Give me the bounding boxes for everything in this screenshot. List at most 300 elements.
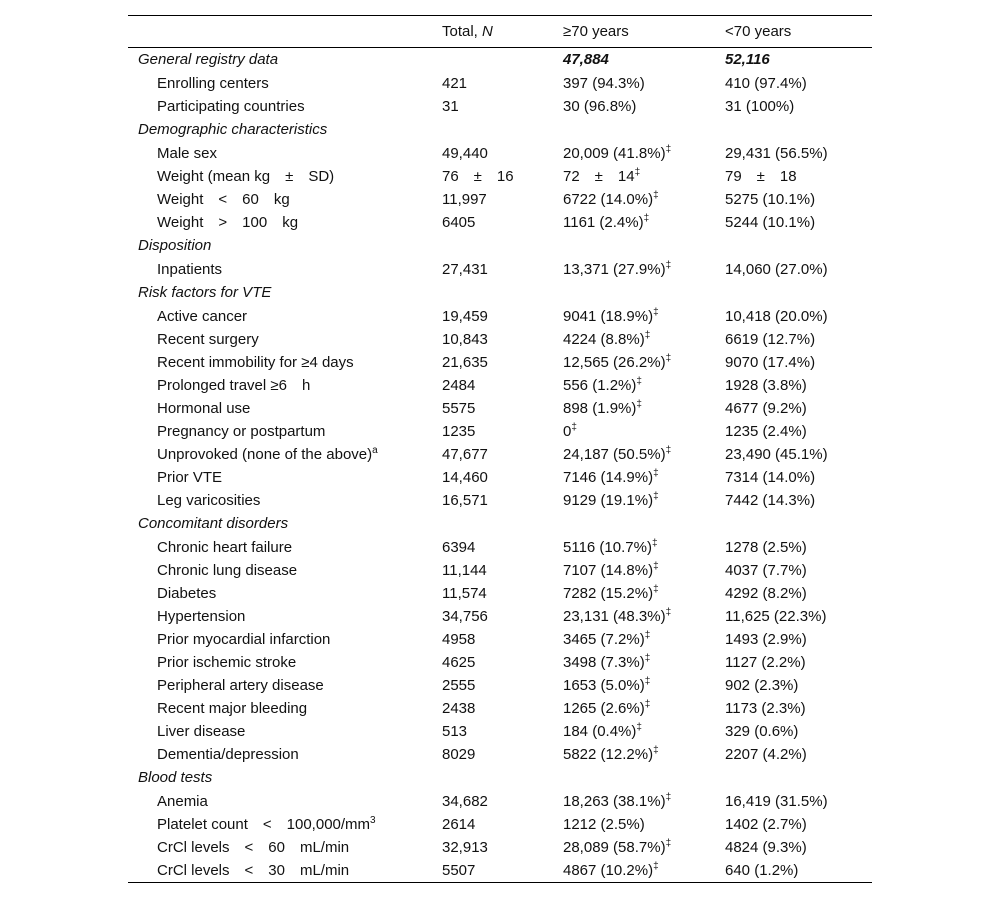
age-under-70-cell (723, 859, 872, 883)
row-label-text: Active cancer (157, 308, 248, 325)
total-cell-text: 2484 (442, 377, 476, 394)
table-row (128, 536, 872, 559)
age-70-plus-cell (562, 328, 723, 351)
row-label (128, 188, 434, 211)
table-row (128, 651, 872, 674)
row-label (128, 328, 434, 351)
total-cell-text: 5575 (442, 400, 476, 417)
table-row (128, 72, 872, 95)
age-under-70-cell-text: 1127 (2.2%) (725, 654, 806, 671)
total-cell-text: 10,843 (442, 331, 488, 348)
row-label-text: Hormonal use (157, 400, 251, 417)
total-cell-text: 1235 (442, 423, 476, 440)
age-under-70-cell (723, 674, 872, 697)
total-cell-text: 11,997 (442, 191, 487, 208)
age-under-70-cell-text: 10,418 (20.0%) (725, 308, 828, 325)
section-label-text: Demographic characteristics (138, 121, 328, 138)
row-label-text: Chronic lung disease (157, 562, 298, 579)
row-label (128, 95, 434, 118)
age-under-70-cell (723, 720, 872, 743)
age-under-70-cell-text: 4824 (9.3%) (725, 839, 807, 856)
row-label-text: Weight > 100 kg (157, 214, 299, 231)
age-under-70-cell (723, 790, 872, 813)
table-row (128, 605, 872, 628)
footnote-marker: ‡ (636, 399, 642, 410)
row-label (128, 374, 434, 397)
footnote-marker: ‡ (665, 838, 672, 849)
header-label-column (128, 16, 434, 48)
table-row (128, 790, 872, 813)
footnote-marker: ‡ (636, 722, 642, 733)
table-body (128, 48, 872, 883)
row-label-text: Pregnancy or postpartum (157, 423, 326, 440)
row-label-text: Inpatients (157, 261, 223, 278)
age-under-70-cell-text: 1278 (2.5%) (725, 539, 807, 556)
age-under-70-cell-text: 4677 (9.2%) (725, 400, 807, 417)
footnote-marker: ‡ (571, 422, 577, 433)
age-70-plus-cell (562, 559, 723, 582)
table-row (128, 720, 872, 743)
age-under-70-cell-text: 9070 (17.4%) (725, 354, 816, 371)
row-label-text: Prior ischemic stroke (157, 654, 297, 671)
footnote-marker: ‡ (643, 213, 650, 224)
footnote-marker: ‡ (665, 792, 672, 803)
total-cell-text: 11,144 (442, 562, 487, 579)
row-label (128, 582, 434, 605)
age-under-70-cell (723, 536, 872, 559)
total-cell (434, 766, 562, 790)
section-label-text: Risk factors for VTE (138, 284, 272, 301)
age-under-70-cell (723, 466, 872, 489)
age-under-70-cell-text: 1493 (2.9%) (725, 631, 807, 648)
age-70-plus-cell (562, 743, 723, 766)
table-row (128, 328, 872, 351)
age-70-plus-cell-text: 20,009 (41.8%) (563, 145, 666, 162)
age-under-70-cell-text: 29,431 (56.5%) (725, 145, 828, 162)
total-cell (434, 836, 562, 859)
total-cell (434, 95, 562, 118)
table-row (128, 489, 872, 512)
age-under-70-cell-text: 6619 (12.7%) (725, 331, 816, 348)
table-row (128, 466, 872, 489)
age-70-plus-cell (562, 720, 723, 743)
age-70-plus-cell-text: 556 (1.2%) (563, 377, 637, 394)
age-under-70-cell-text: 329 (0.6%) (725, 723, 799, 740)
row-label (128, 813, 434, 836)
row-label (128, 836, 434, 859)
age-70-plus-cell (562, 790, 723, 813)
total-cell-text: 34,682 (442, 793, 488, 810)
table-row (128, 628, 872, 651)
row-label (128, 351, 434, 374)
total-cell (434, 697, 562, 720)
total-cell-text: 6394 (442, 539, 476, 556)
table-row (128, 674, 872, 697)
total-cell (434, 559, 562, 582)
row-label-text: Participating countries (157, 98, 305, 115)
row-label-text: Recent major bleeding (157, 700, 308, 717)
total-cell-text: 14,460 (442, 469, 488, 486)
age-under-70-cell (723, 142, 872, 165)
age-under-70-cell (723, 443, 872, 466)
age-70-plus-cell-text: 4867 (10.2%) (563, 862, 654, 879)
table-row (128, 743, 872, 766)
total-cell-text: 4958 (442, 631, 476, 648)
total-cell (434, 628, 562, 651)
age-70-plus-cell (562, 374, 723, 397)
row-label-text: Recent surgery (157, 331, 259, 348)
table-row (128, 697, 872, 720)
total-cell (434, 142, 562, 165)
total-cell (434, 489, 562, 512)
age-under-70-cell-text: 2207 (4.2%) (725, 746, 807, 763)
age-under-70-cell-text: 23,490 (45.1%) (725, 446, 828, 463)
row-label (128, 628, 434, 651)
row-label-text: Weight < 60 kg (157, 191, 290, 208)
age-70-plus-cell-text: 1653 (5.0%) (563, 677, 645, 694)
row-label (128, 165, 434, 188)
total-cell (434, 118, 562, 142)
age-under-70-cell (723, 118, 872, 142)
row-label (128, 305, 434, 328)
row-label-text: Hypertension (157, 608, 246, 625)
age-70-plus-cell (562, 536, 723, 559)
age-70-plus-cell-text: 184 (0.4%) (563, 723, 637, 740)
age-under-70-cell (723, 374, 872, 397)
age-under-70-cell (723, 512, 872, 536)
total-cell (434, 674, 562, 697)
age-under-70-cell (723, 582, 872, 605)
total-cell (434, 397, 562, 420)
total-cell (434, 743, 562, 766)
age-70-plus-cell-text: 30 (96.8%) (563, 98, 637, 115)
section-label-text: Blood tests (138, 769, 213, 786)
table-row (128, 420, 872, 443)
age-70-plus-cell (562, 836, 723, 859)
age-under-70-cell-text: 902 (2.3%) (725, 677, 799, 694)
table-row (128, 813, 872, 836)
age-under-70-cell (723, 258, 872, 281)
age-under-70-cell (723, 813, 872, 836)
age-70-plus-cell-text: 6722 (14.0%) (563, 191, 654, 208)
table-row (128, 351, 872, 374)
age-under-70-cell-text: 7314 (14.0%) (725, 469, 816, 486)
row-label-text: Anemia (157, 793, 208, 810)
age-under-70-cell (723, 605, 872, 628)
section-header-row (128, 234, 872, 258)
total-cell-text: 27,431 (442, 261, 488, 278)
row-label-text: Leg varicosities (157, 492, 261, 509)
total-cell (434, 790, 562, 813)
total-cell (434, 351, 562, 374)
age-70-plus-cell (562, 234, 723, 258)
total-cell (434, 258, 562, 281)
age-under-70-cell (723, 651, 872, 674)
total-cell-text: 513 (442, 723, 468, 740)
age-under-70-cell-text: 640 (1.2%) (725, 862, 799, 879)
age-under-70-cell (723, 766, 872, 790)
age-70-plus-cell-text: 4224 (8.8%) (563, 331, 645, 348)
footnote-marker: ‡ (653, 468, 659, 479)
header-age-70-plus-column: ≥70 years (563, 23, 629, 40)
section-label (128, 766, 434, 790)
header-age-under-70-column: <70 years (725, 23, 792, 40)
row-label-text: CrCl levels < 60 mL/min (157, 839, 350, 856)
age-under-70-cell-text: 1235 (2.4%) (725, 423, 807, 440)
table-row (128, 95, 872, 118)
row-label (128, 559, 434, 582)
row-label (128, 790, 434, 813)
age-70-plus-cell (562, 351, 723, 374)
row-label-text: CrCl levels < 30 mL/min (157, 862, 350, 879)
footnote-marker: ‡ (644, 630, 651, 641)
row-label-text: Platelet count < 100,000/mm (157, 816, 371, 833)
total-cell (434, 328, 562, 351)
row-label-text: Male sex (157, 145, 218, 162)
row-label (128, 720, 434, 743)
age-70-plus-cell-text: 5116 (10.7%) (563, 539, 652, 556)
total-cell-text: 34,756 (442, 608, 488, 625)
total-cell (434, 512, 562, 536)
row-label-text: Diabetes (157, 585, 217, 602)
row-label-text: Unprovoked (none of the above) (157, 446, 373, 463)
age-under-70-cell-text: 4292 (8.2%) (725, 585, 807, 602)
age-70-plus-cell-text: 1265 (2.6%) (563, 700, 645, 717)
total-cell-text: 2614 (442, 816, 476, 833)
table-row (128, 443, 872, 466)
total-cell (434, 188, 562, 211)
total-cell-text: 31 (442, 98, 459, 115)
age-70-plus-cell (562, 697, 723, 720)
total-cell-text: 2438 (442, 700, 476, 717)
age-70-plus-cell (562, 188, 723, 211)
row-label-text: Prior VTE (157, 469, 223, 486)
footnote-marker: ‡ (634, 167, 641, 178)
age-under-70-cell-text: 1928 (3.8%) (725, 377, 807, 394)
total-cell-text: 8029 (442, 746, 476, 763)
total-cell-text: 16,571 (442, 492, 488, 509)
row-label (128, 72, 434, 95)
age-under-70-cell (723, 281, 872, 305)
age-70-plus-cell-text: 3465 (7.2%) (563, 631, 645, 648)
section-header-row (128, 281, 872, 305)
row-label-text: Dementia/depression (157, 746, 299, 763)
section-label-text: Disposition (138, 237, 212, 254)
table-row (128, 836, 872, 859)
age-70-plus-cell (562, 165, 723, 188)
total-cell (434, 813, 562, 836)
age-under-70-cell (723, 559, 872, 582)
age-70-plus-cell-text: 0 (563, 423, 572, 440)
row-label (128, 859, 434, 883)
row-label (128, 142, 434, 165)
age-under-70-cell-text: 410 (97.4%) (725, 75, 807, 92)
age-70-plus-cell-text: 898 (1.9%) (563, 400, 637, 417)
total-cell (434, 48, 562, 73)
age-70-plus-cell-text: 18,263 (38.1%) (563, 793, 666, 810)
total-cell (434, 605, 562, 628)
header-total-column (434, 16, 562, 48)
age-70-plus-cell (562, 628, 723, 651)
age-under-70-cell (723, 165, 872, 188)
age-70-plus-cell-text: 9129 (19.1%) (563, 492, 654, 509)
row-label (128, 420, 434, 443)
age-under-70-cell-text: 1173 (2.3%) (725, 700, 806, 717)
age-70-plus-cell-text: 5822 (12.2%) (563, 746, 654, 763)
footnote-marker: ‡ (665, 260, 672, 271)
footnote-marker: ‡ (644, 676, 651, 687)
age-70-plus-cell (562, 281, 723, 305)
total-cell-text: 49,440 (442, 145, 488, 162)
section-header-row (128, 48, 872, 73)
total-cell-text: 421 (442, 75, 468, 92)
age-70-plus-cell-text: 7146 (14.9%) (563, 469, 654, 486)
age-70-plus-cell (562, 582, 723, 605)
row-label (128, 489, 434, 512)
row-label (128, 743, 434, 766)
row-label-text: Prior myocardial infarction (157, 631, 331, 648)
row-label (128, 697, 434, 720)
table-row (128, 859, 872, 883)
row-label (128, 397, 434, 420)
table-row (128, 258, 872, 281)
table-row (128, 374, 872, 397)
row-label (128, 536, 434, 559)
total-cell (434, 720, 562, 743)
age-70-plus-cell-text: 9041 (18.9%) (563, 308, 654, 325)
row-label (128, 466, 434, 489)
total-cell-text: 4625 (442, 654, 476, 671)
age-70-plus-cell (562, 605, 723, 628)
age-70-plus-cell-text: 23,131 (48.3%) (563, 608, 666, 625)
age-under-70-cell (723, 188, 872, 211)
age-under-70-cell (723, 305, 872, 328)
row-label-text: Liver disease (157, 723, 246, 740)
table-row (128, 142, 872, 165)
age-70-plus-cell (562, 420, 723, 443)
table-row (128, 582, 872, 605)
age-under-70-cell (723, 697, 872, 720)
footnote-marker: ‡ (653, 861, 659, 872)
age-70-plus-cell-text: 3498 (7.3%) (563, 654, 645, 671)
age-70-plus-cell-text: 13,371 (27.9%) (563, 261, 666, 278)
footnote-marker: ‡ (653, 745, 659, 756)
footnote-marker: ‡ (665, 144, 672, 155)
footnote-marker: ‡ (644, 330, 651, 341)
total-cell-text: 32,913 (442, 839, 488, 856)
total-cell (434, 859, 562, 883)
total-cell-text: 21,635 (442, 354, 488, 371)
footnote-marker: ‡ (665, 353, 672, 364)
registry-characteristics-table (128, 15, 872, 883)
age-70-plus-cell-text: 24,187 (50.5%) (563, 446, 666, 463)
age-70-plus-cell (562, 211, 723, 234)
age-70-plus-cell-text: 28,089 (58.7%) (563, 839, 666, 856)
age-under-70-cell-text: 31 (100%) (725, 98, 795, 115)
total-cell-text: 76 ± 16 (442, 168, 514, 185)
age-70-plus-cell-text: 1161 (2.4%) (563, 214, 644, 231)
age-70-plus-cell (562, 512, 723, 536)
total-cell (434, 443, 562, 466)
age-under-70-cell-text: 7442 (14.3%) (725, 492, 816, 509)
age-under-70-cell (723, 743, 872, 766)
age-70-plus-cell (562, 813, 723, 836)
total-cell (434, 374, 562, 397)
age-70-plus-cell-text: 397 (94.3%) (563, 75, 645, 92)
total-cell-text: 11,574 (442, 585, 487, 602)
total-cell-text: 5507 (442, 862, 476, 879)
total-cell (434, 281, 562, 305)
age-70-plus-cell (562, 443, 723, 466)
total-cell-text: 47,677 (442, 446, 488, 463)
age-70-plus-cell-text: 12,565 (26.2%) (563, 354, 666, 371)
age-70-plus-cell (562, 651, 723, 674)
age-under-70-cell (723, 72, 872, 95)
age-under-70-cell-text: 1402 (2.7%) (725, 816, 807, 833)
age-70-plus-cell-text: 47,884 (563, 51, 609, 68)
table-row (128, 211, 872, 234)
total-cell (434, 72, 562, 95)
age-70-plus-cell (562, 72, 723, 95)
total-cell-text: 19,459 (442, 308, 488, 325)
section-label (128, 118, 434, 142)
footnote-marker: ‡ (653, 307, 659, 318)
total-cell (434, 651, 562, 674)
table-row (128, 397, 872, 420)
total-cell (434, 211, 562, 234)
total-cell (434, 582, 562, 605)
section-header-row (128, 118, 872, 142)
footnote-marker: ‡ (665, 445, 672, 456)
row-label-text: Prolonged travel ≥6 h (157, 377, 311, 394)
section-label (128, 281, 434, 305)
table-row (128, 188, 872, 211)
row-label (128, 674, 434, 697)
table-header (128, 16, 872, 48)
row-label (128, 258, 434, 281)
total-cell (434, 420, 562, 443)
age-under-70-cell (723, 95, 872, 118)
section-label (128, 512, 434, 536)
age-under-70-cell (723, 234, 872, 258)
age-70-plus-cell (562, 489, 723, 512)
footnote-marker: a (372, 445, 378, 456)
age-70-plus-cell (562, 674, 723, 697)
total-cell (434, 466, 562, 489)
footnote-marker: ‡ (644, 699, 651, 710)
row-label (128, 605, 434, 628)
row-label-text: Weight (mean kg ± SD) (157, 168, 335, 185)
row-label-text: Peripheral artery disease (157, 677, 324, 694)
row-label (128, 211, 434, 234)
footnote-marker: ‡ (644, 653, 651, 664)
age-70-plus-cell (562, 48, 723, 73)
total-cell (434, 305, 562, 328)
age-70-plus-cell (562, 466, 723, 489)
section-label (128, 48, 434, 73)
header-total-n: N (482, 23, 493, 40)
age-70-plus-cell (562, 95, 723, 118)
age-under-70-cell-text: 5275 (10.1%) (725, 191, 816, 208)
row-label-text: Enrolling centers (157, 75, 269, 92)
total-cell (434, 234, 562, 258)
footnote-marker: ‡ (653, 190, 659, 201)
age-under-70-cell (723, 328, 872, 351)
footnote-marker: 3 (370, 815, 376, 826)
age-70-plus-cell-text: 7282 (15.2%) (563, 585, 654, 602)
footnote-marker: ‡ (653, 584, 659, 595)
total-cell-text: 2555 (442, 677, 476, 694)
